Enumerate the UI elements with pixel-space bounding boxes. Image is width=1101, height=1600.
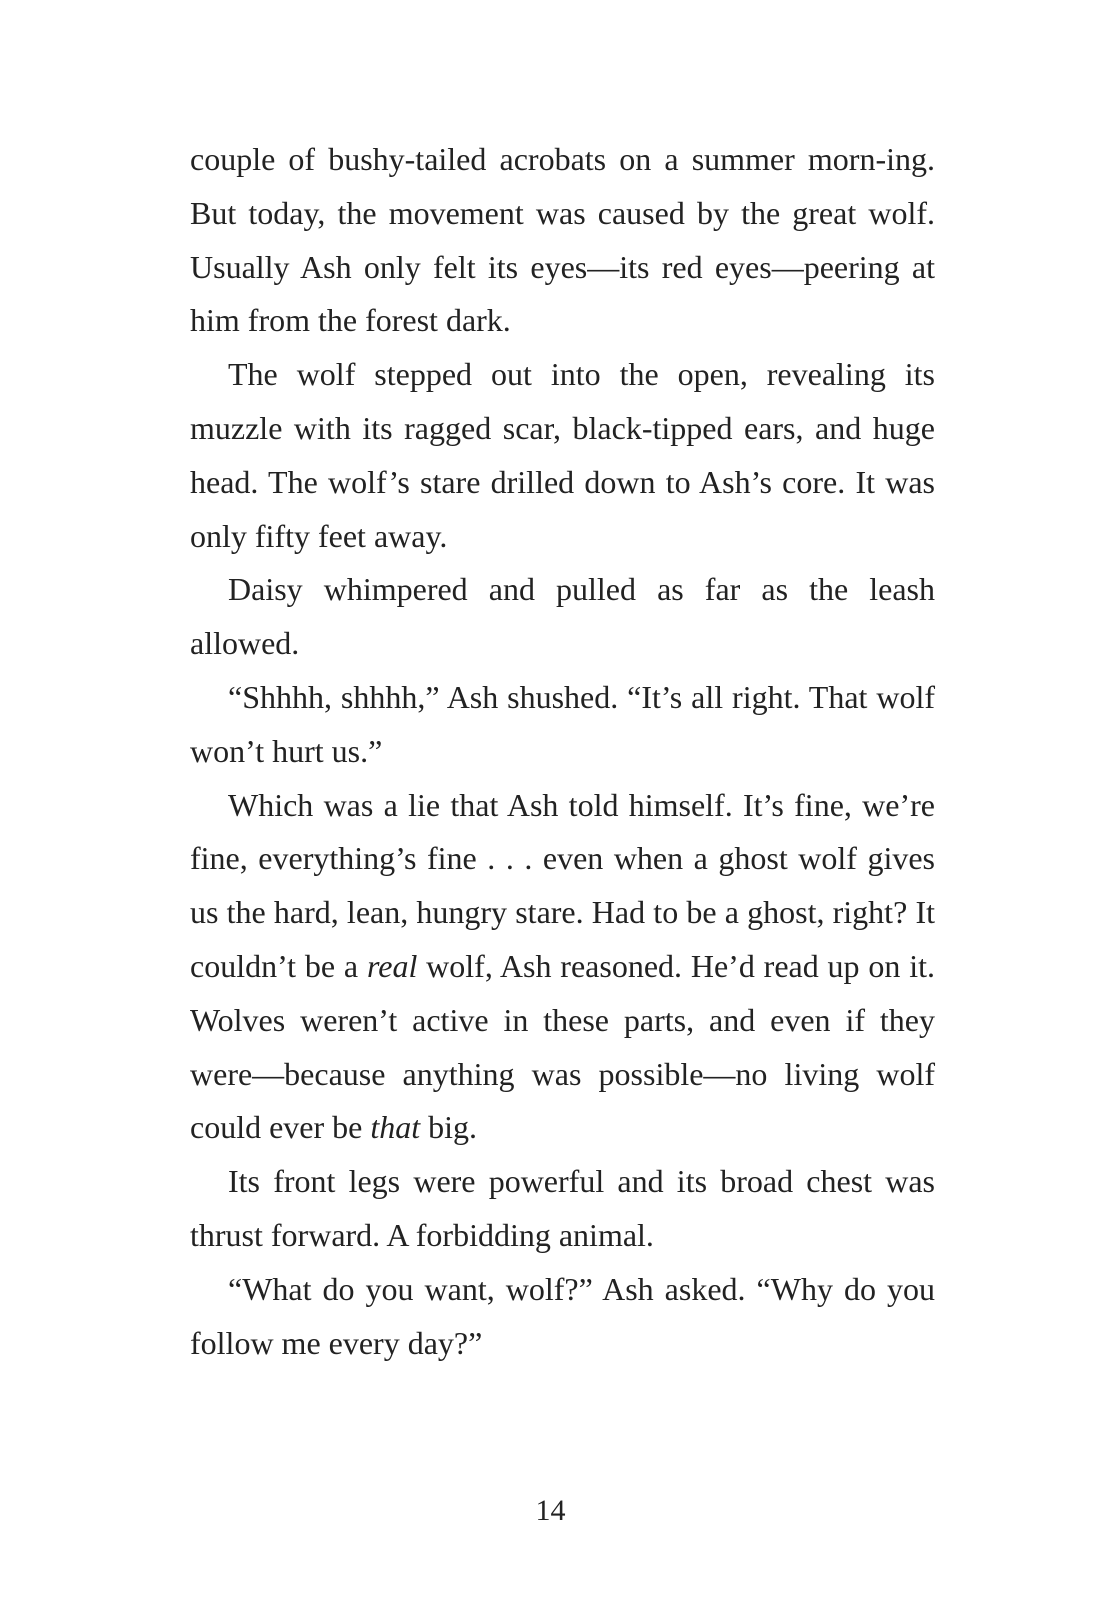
paragraph-6-text: Its front legs were powerful and its broad chest was thrust forward. A forbidding animal. — [190, 1163, 935, 1253]
body-text — [190, 133, 935, 1370]
paragraph-5-text-b: wolf, Ash reasoned. He’d read up on it. Wolves weren’t active in these parts, and even if they were—because anything was possible—no living wolf could ever be — [190, 947, 936, 1146]
paragraph-5-emphasis-real: real — [366, 947, 418, 984]
paragraph-6 — [190, 1155, 935, 1263]
paragraph-7-text: “What do you want, wolf?” Ash asked. “Why do you follow me every day?” — [190, 1270, 935, 1361]
paragraph-4 — [190, 671, 935, 779]
paragraph-3 — [190, 563, 935, 671]
page-number: 14 — [535, 1494, 566, 1527]
paragraph-2-text: The wolf stepped out into the open, revealing its muzzle with its ragged scar, black-tipped ears, and huge head. The wolf’s stare drilled down to Ash’s core. It was only fifty feet away. — [190, 356, 935, 554]
paragraph-5-text-a: Which was a lie that Ash told himself. It’s fine, we’re fine, everything’s fine . . . even when a ghost wolf gives us the hard, lean, hungry stare. Had to be a ghost, right? It couldn’t be a — [190, 786, 935, 984]
paragraph-5-text-c: big. — [420, 1109, 478, 1146]
paragraph-7 — [190, 1263, 935, 1371]
paragraph-5-emphasis-that: that — [370, 1109, 421, 1146]
paragraph-3-text: Daisy whimpered and pulled as far as the leash allowed. — [190, 571, 935, 662]
paragraph-5 — [190, 779, 935, 1156]
paragraph-1-text: couple of bushy-tailed acrobats on a summer morn-ing. But today, the movement was caused by the great wolf. Usually Ash only felt its eyes—its red eyes—peering at him from the forest dark. — [190, 141, 935, 339]
paragraph-1 — [190, 133, 935, 348]
paragraph-4-text: “Shhhh, shhhh,” Ash shushed. “It’s all right. That wolf won’t hurt us.” — [190, 678, 935, 769]
paragraph-2 — [190, 348, 935, 563]
